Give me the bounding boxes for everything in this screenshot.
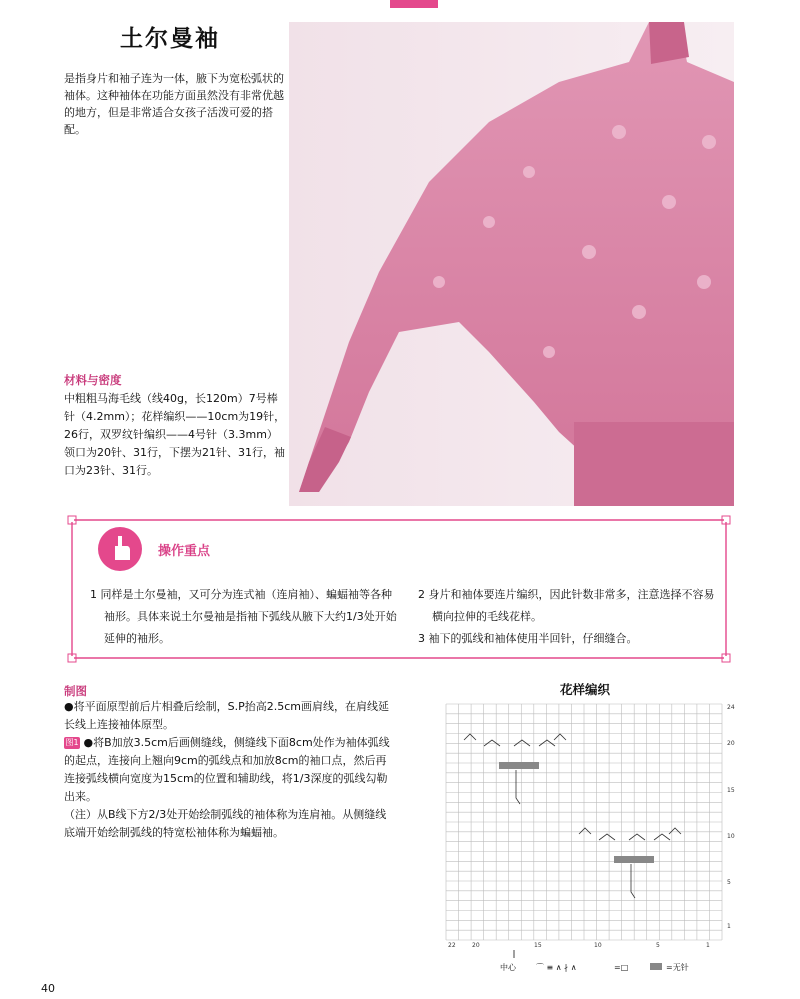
materials-text: 中粗粗马海毛线（线40g，长120m）7号棒针（4.2mm）；花样编织——10cm为19针，26行，双罗纹针编织——4号针（3.3mm）领口为20针、31行，下摆为21针、31行，袖口为23针、31行。 [64,392,286,477]
page-number: 40 [41,982,55,995]
page-title: 土尔曼袖 [120,25,220,52]
col-label: 22 [448,942,456,949]
key-points-list-right [418,584,718,650]
legend-knit-swatch [650,963,662,970]
col-label: 15 [534,942,542,949]
col-label: 1 [706,942,710,949]
key-point-1: 1 同样是土尔曼袖，又可分为连式袖（连肩袖）、蝙蝠袖等各种袖形。具体来说土尔曼袖是指袖下弧线从腋下大约1/3处开始延伸的袖形。 [90,588,397,645]
row-label: 1 [727,923,731,930]
row-label: 20 [727,740,735,747]
drafting-step-text: ●将B加放3.5cm后画侧缝线，侧缝线下面8cm处作为袖体弧线的起点，连接向上翘向9cm的弧线点和加放8cm的袖口点，然后再连接弧线横向宽度为15cm的位置和辅助线，将1/3深度的弧线勾勒出来。 [64,736,390,803]
step-badge: 图1 [65,738,79,747]
hand-pointing-icon [97,526,143,572]
legend-symbols: ⌒ ≡ ∧ ∤ ∧ [536,963,577,972]
key-points-list-left [90,584,400,650]
key-point-2: 2 身片和袖体要连片编织，因此针数非常多，注意选择不容易横向拉伸的毛线花样。 [418,588,715,623]
knit-block-1 [499,762,539,769]
knit-block-2 [614,856,654,863]
chart-grid [446,704,722,940]
knitting-pattern-chart [444,700,739,975]
col-label: 20 [472,942,480,949]
motif-symbols [464,734,681,840]
row-label: 24 [727,704,735,711]
drafting-paragraph-1: ●将平面原型前后片相叠后绘制，S.P抬高2.5cm画肩线，在肩线延长线上连接袖体原型。 [64,700,389,731]
intro-text: 是指身片和袖子连为一体，腋下为宽松弧状的袖体。这种袖体在功能方面虽然没有非常优越的地方，但是非常适合女孩子活泼可爱的搭配。 [64,72,284,136]
col-label: 5 [656,942,660,949]
top-chapter-tab [390,0,438,8]
drafting-note: （注）从B线下方2/3处开始绘制弧线的袖体称为连肩袖。从侧缝线底端开始绘制弧线的特宽松袖体称为蝙蝠袖。 [64,808,387,839]
col-label: 10 [594,942,602,949]
row-label: 15 [727,787,735,794]
drafting-text [64,698,394,842]
drafting-paragraph-2 [64,734,394,806]
materials-heading: 材料与密度 [64,373,122,387]
legend-text: =□ [614,963,629,972]
row-label: 5 [727,879,731,886]
center-label: 中心 [500,963,516,972]
drafting-heading: 制图 [64,684,87,698]
sweater-photo [289,22,734,506]
pattern-chart-title: 花样编织 [560,682,611,697]
key-point-3: 3 袖下的弧线和袖体使用半回针，仔细缝合。 [418,632,638,645]
legend-knit-text: =无针 [666,963,689,972]
key-points-title: 操作重点 [158,544,211,559]
motif-stem-1 [516,770,520,804]
row-label: 10 [727,833,735,840]
